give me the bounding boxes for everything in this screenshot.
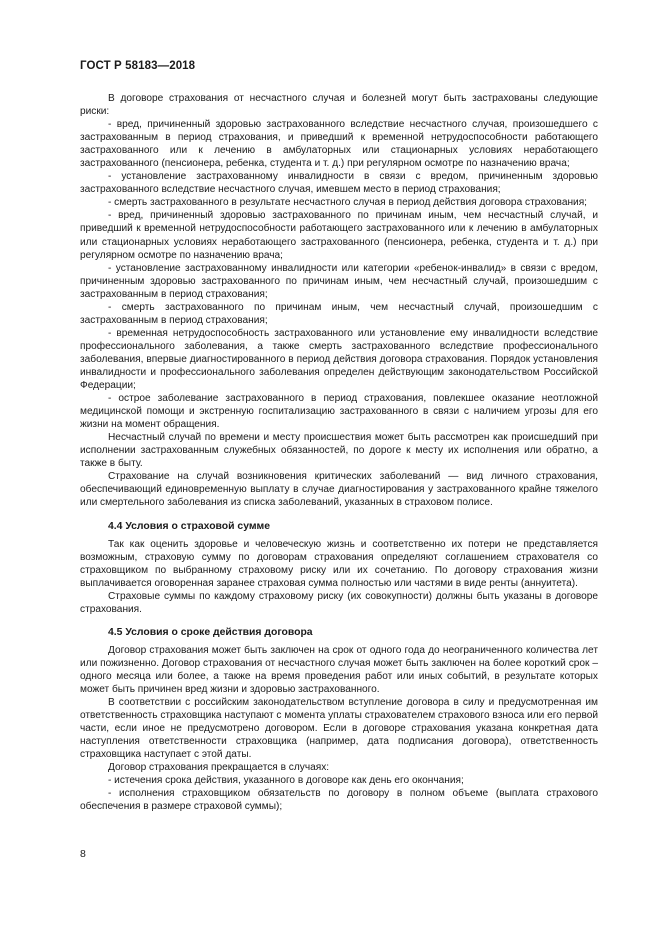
termination-list-item: - истечения срока действия, указанного в договоре как день его окончания; xyxy=(108,775,464,787)
risk-list-item: - вред, причиненный здоровью застрахованного вследствие несчастного случая, произошедшего с застрахованным в период страхования, и приведший к временной нетрудоспособности работающего застрахованного или к лечению в амбулаторных или стационарных условиях неработающего застрахованного (пенсионера, ребенка, студента и т. д.) при регулярном осмотре по назначению врача; xyxy=(80,119,598,170)
body-paragraph: Договор страхования прекращается в случаях: xyxy=(108,762,330,774)
risk-list-item: - смерть застрахованного в результате несчастного случая в период действия договора страхования; xyxy=(108,197,587,209)
body-paragraph: Так как оценить здоровье и человеческую жизнь и соответственно их потери не представляется возможным, страховую сумму по договорам страхования определяют соглашением страхователя со страховщиком по выбранному страховому риску или их сочетанию. По договору страхования жизни выплачивается оговоренная заранее страховая сумма полностью или частями в виде ренты (аннуитета). xyxy=(80,538,598,589)
risk-list-item: - временная нетрудоспособность застрахованного или установление ему инвалидности вследствие профессионального заболевания, а также смерть застрахованного вследствие профессионального заболевания, впервые диагностированного в период действия договора страхования. Порядок установления инвалидности и профессионального заболевания определен действующим законодательством Российской Федерации; xyxy=(80,327,598,392)
risk-list-item: - вред, причиненный здоровью застрахованного по причинам иным, чем несчастный случай, и приведший к временной нетрудоспособности работающего застрахованного или к лечению в амбулаторных или стационарных условиях неработающего застрахованного (пенсионера, ребенка, студента и т. д.) при регулярном осмотре по назначению врача; xyxy=(80,210,598,261)
section-heading-4-4: 4.4 Условия о страховой сумме xyxy=(108,520,270,532)
body-paragraph: Страховые суммы по каждому страховому риску (их совокупности) должны быть указаны в договоре страхования. xyxy=(80,590,598,615)
risk-list-item: - установление застрахованному инвалидности в связи с вредом, причиненным здоровью застрахованного вследствие несчастного случая, имевшем место в период страхования; xyxy=(80,171,598,196)
intro-lead: В договоре страхования от несчастного случая и болезней могут быть застрахованы следующие риски: xyxy=(80,93,598,118)
document-body xyxy=(80,92,598,813)
section-heading-4-5: 4.5 Условия о сроке действия договора xyxy=(108,626,313,638)
risk-list-item: - смерть застрахованного по причинам иным, чем несчастный случай, произошедшим с застрахованным в период страхования; xyxy=(80,301,598,326)
page-number: 8 xyxy=(80,848,86,860)
risk-list-item: - установление застрахованному инвалидности или категории «ребенок-инвалид» в связи с вредом, причиненным здоровью застрахованного по причинам иным, чем несчастный случай, произошедшим с застрахованным в период страхования; xyxy=(80,262,598,300)
body-paragraph: Несчастный случай по времени и месту происшествия может быть рассмотрен как происшедший при исполнении застрахованным служебных обязанностей, по дороге к месту их исполнения или обратно, а также в быту. xyxy=(80,432,598,470)
risk-list-item: - острое заболевание застрахованного в период страхования, повлекшее оказание неотложной медицинской помощи и экстренную госпитализацию застрахованного в связи с наличием угрозы для его жизни на момент обращения. xyxy=(80,393,598,431)
document-header: ГОСТ Р 58183—2018 xyxy=(80,60,196,72)
termination-list-item: - исполнения страховщиком обязательств по договору в полном объеме (выплата страхового обеспечения в размере страховой суммы); xyxy=(80,788,598,813)
body-paragraph: Страхование на случай возникновения критических заболеваний — вид личного страхования, обеспечивающий единовременную выплату в случае диагностирования у застрахованного крайне тяжелого или смертельного заболевания из списка заболеваний, указанных в страховом полисе. xyxy=(80,471,598,509)
body-paragraph: В соответствии с российским законодательством вступление договора в силу и предусмотренная им ответственность страховщика наступают с момента уплаты страхователем страхового взноса или его первой части, если иное не предусмотрено договором. Если в договоре страхования указана конкретная дата наступления ответственности страховщика (например, дата подписания договора), ответственность страховщика наступает с этой даты. xyxy=(80,696,598,761)
body-paragraph: Договор страхования может быть заключен на срок от одного года до неограниченного количества лет или пожизненно. Договор страхования от несчастного случая может быть заключен на более короткий срок – одного месяца или более, а также на время проведения работ или иных событий, в результате которых может быть причинен вред жизни и здоровью застрахованного. xyxy=(80,644,598,695)
